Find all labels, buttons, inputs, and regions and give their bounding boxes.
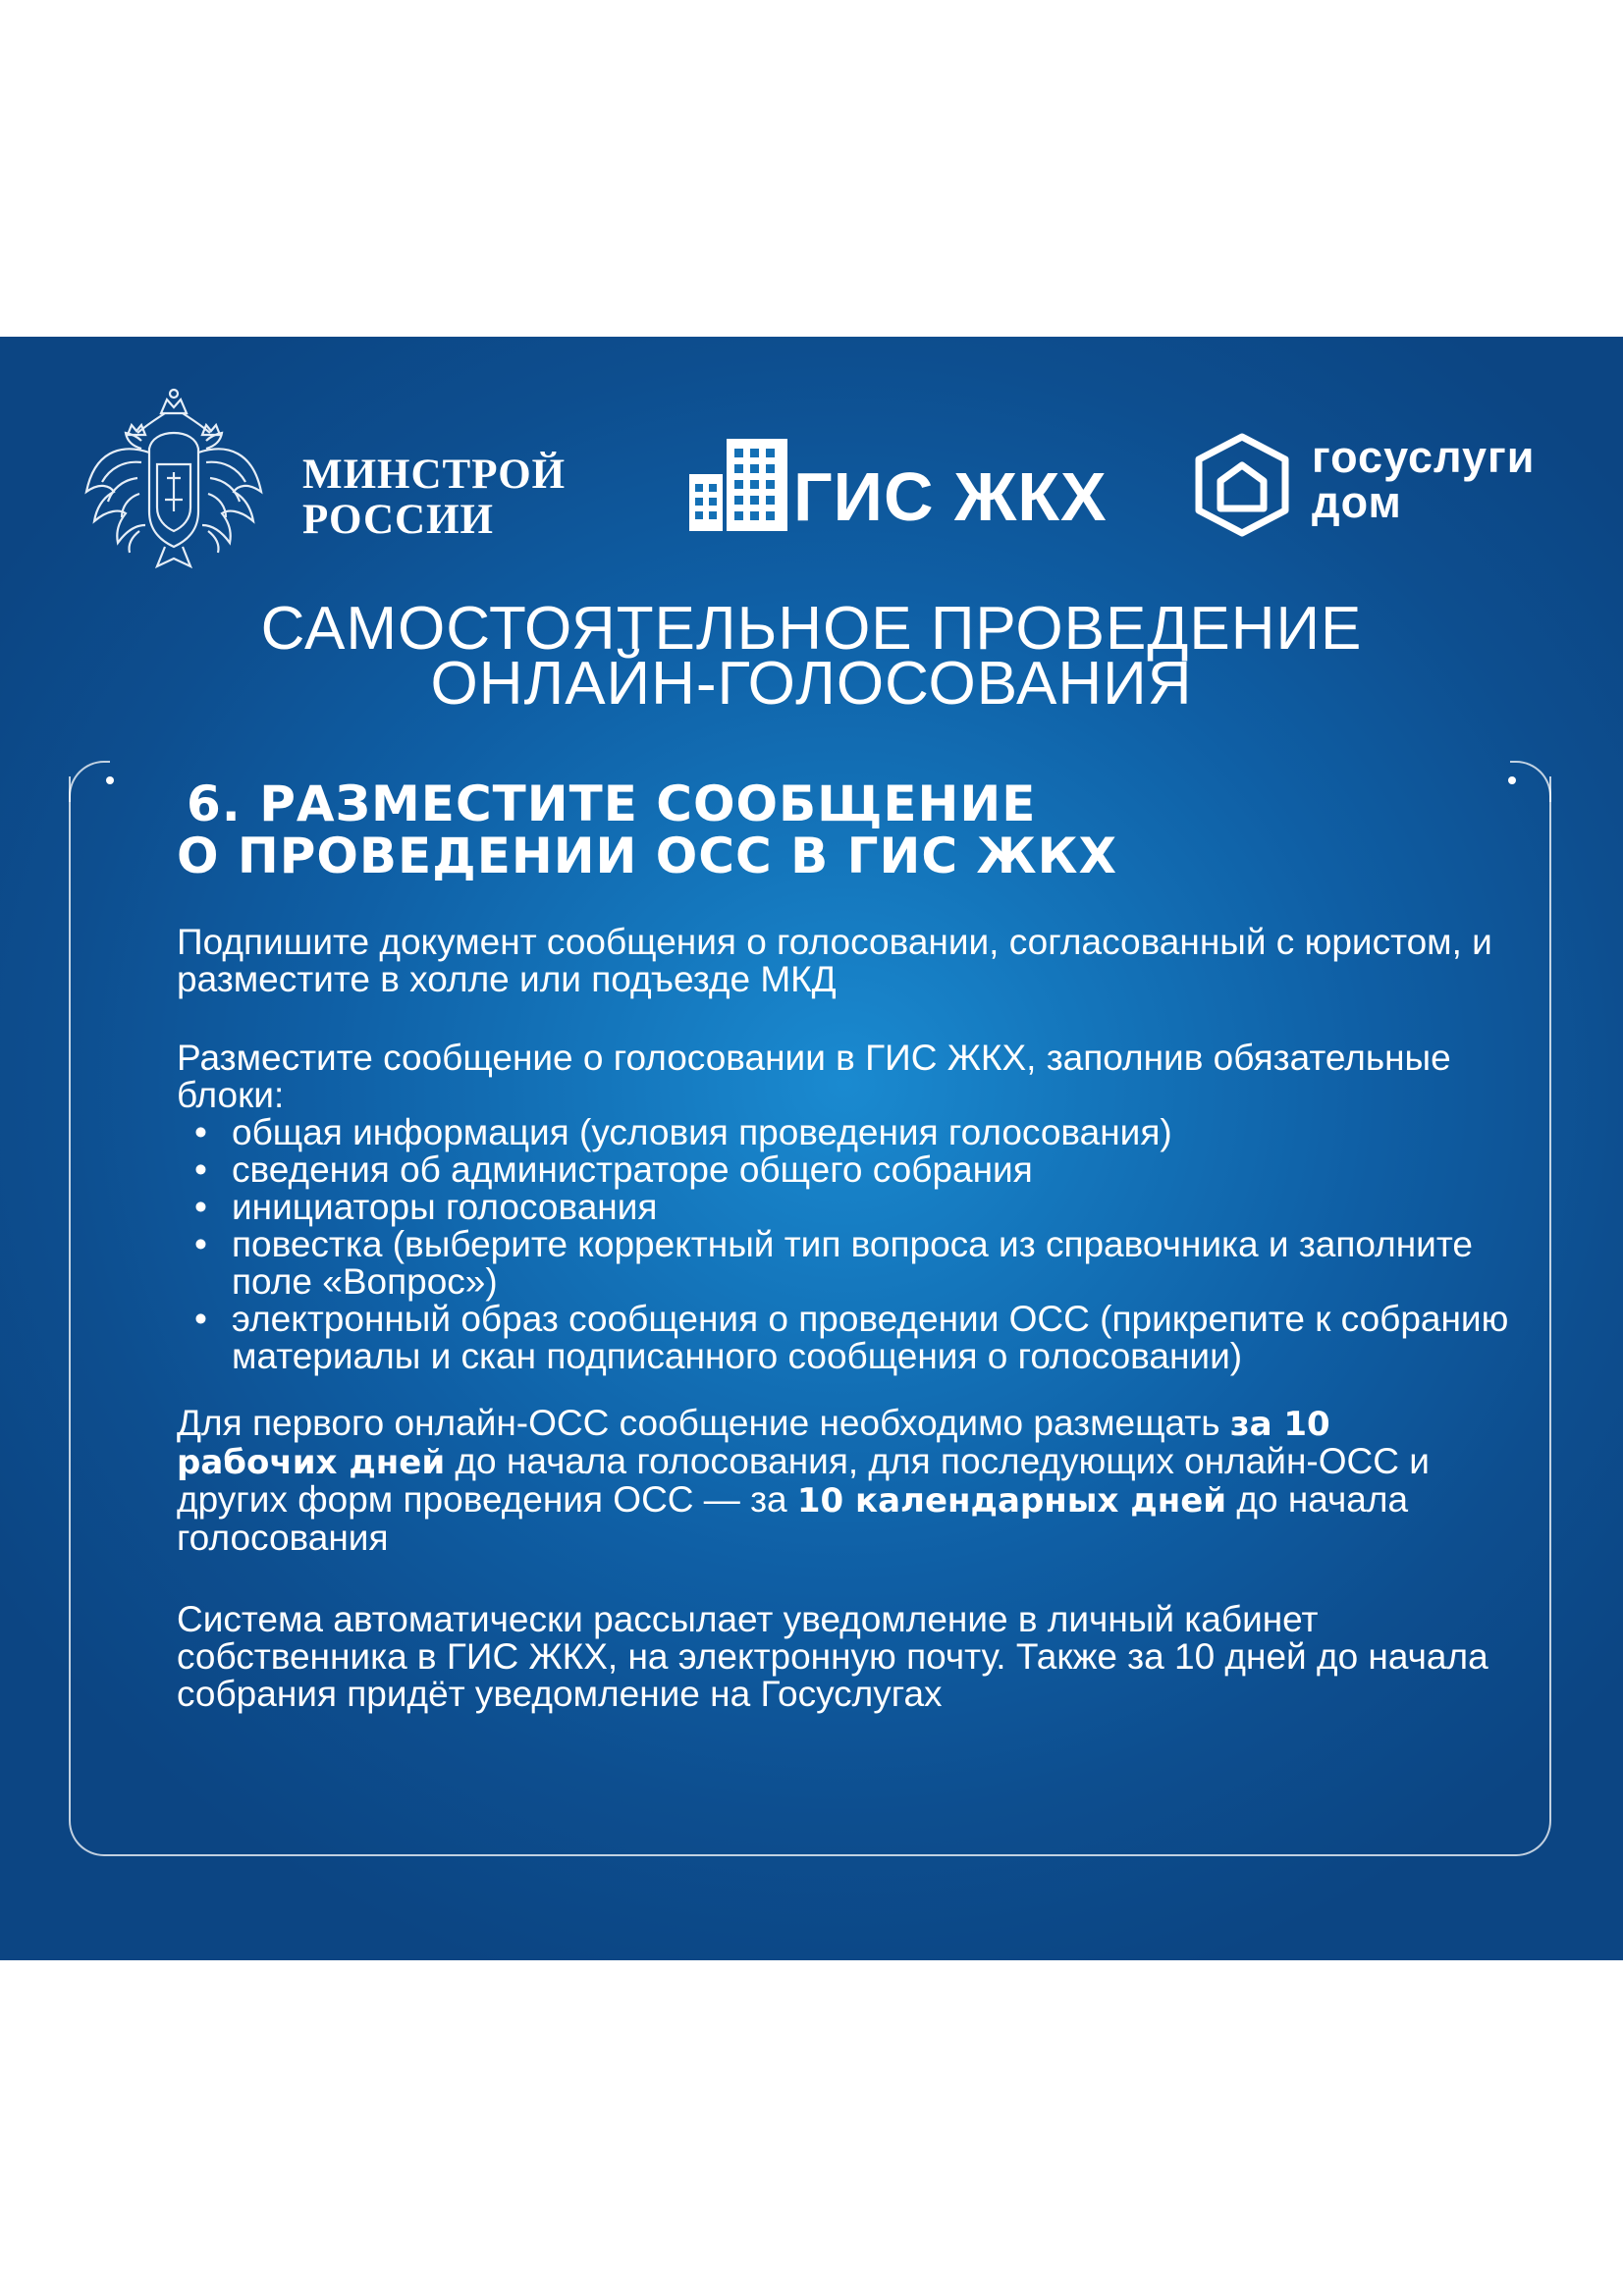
gosuslugi-line1: госуслуги	[1312, 432, 1536, 482]
paragraph-sign-document: Подпишите документ сообщения о голосовании, согласованный с юристом, и разместите в холле или подъезде МКД	[177, 922, 1492, 999]
ministry-line2: РОССИИ	[302, 497, 494, 543]
page-title	[0, 595, 1623, 718]
gis-zhkh-logo-text: ГИС ЖКХ	[793, 458, 1108, 535]
required-blocks-intro: Разместите сообщение о голосовании в ГИС ЖКХ, заполнив обязательные блоки:	[177, 1038, 1451, 1115]
gosuslugi-dom-logo-text	[1312, 432, 1536, 527]
russian-coat-of-arms-icon	[81, 384, 267, 580]
title-line2: ОНЛАЙН-ГОЛОСОВАНИЯ	[430, 650, 1193, 718]
list-item: • сведения об администраторе общего собрания	[177, 1151, 1512, 1189]
deadlines-text-2: до начала голосования, для последующих онлайн-ОСС и других форм проведения ОСС — за	[177, 1441, 1430, 1520]
ministry-line1: МИНСТРОЙ	[302, 452, 567, 498]
list-item: • электронный образ сообщения о проведении ОСС (прикрепите к собранию материалы и скан подписанного сообщения о голосовании)	[177, 1301, 1512, 1375]
infographic-card	[0, 337, 1623, 1960]
list-item: • инициаторы голосования	[177, 1189, 1512, 1226]
paragraph-required-blocks	[177, 1040, 1512, 1375]
deadlines-bold-10-calendar-days: 10 календарных дней	[796, 1481, 1227, 1521]
gis-zhkh-logo	[689, 435, 1108, 533]
house-icon	[1191, 432, 1293, 538]
frame-dot-left	[106, 776, 114, 784]
deadlines-text-3: до начала голосования	[177, 1479, 1409, 1558]
paragraph-deadlines	[177, 1405, 1492, 1557]
section-heading-line1: 6. РАЗМЕСТИТЕ СООБЩЕНИЕ	[187, 775, 1037, 832]
paragraph-notifications: Система автоматически рассылает уведомление в личный кабинет собственника в ГИС ЖКХ, на электронную почту. Также за 10 дней до начала собрания придёт уведомление на Госуслугах	[177, 1599, 1488, 1714]
required-blocks-list	[177, 1114, 1512, 1375]
list-item: • повестка (выберите корректный тип вопроса из справочника и заполните поле «Вопрос»)	[177, 1226, 1512, 1301]
title-line1: САМОСТОЯТЕЛЬНОЕ ПРОВЕДЕНИЕ	[260, 595, 1363, 663]
deadlines-bold-10-working-days: за 10 рабочих дней	[177, 1405, 1330, 1482]
list-item: • общая информация (условия проведения голосования)	[177, 1114, 1512, 1151]
frame-dot-right	[1508, 776, 1516, 784]
building-icon	[689, 435, 787, 533]
gosuslugi-line2: дом	[1312, 477, 1402, 527]
section-heading-line2: О ПРОВЕДЕНИИ ОСС В ГИС ЖКХ	[177, 828, 1118, 884]
deadlines-text-1: Для первого онлайн-ОСС сообщение необходимо размещать	[177, 1403, 1230, 1443]
section-heading	[177, 775, 1118, 884]
ministry-logo-text	[302, 453, 566, 543]
